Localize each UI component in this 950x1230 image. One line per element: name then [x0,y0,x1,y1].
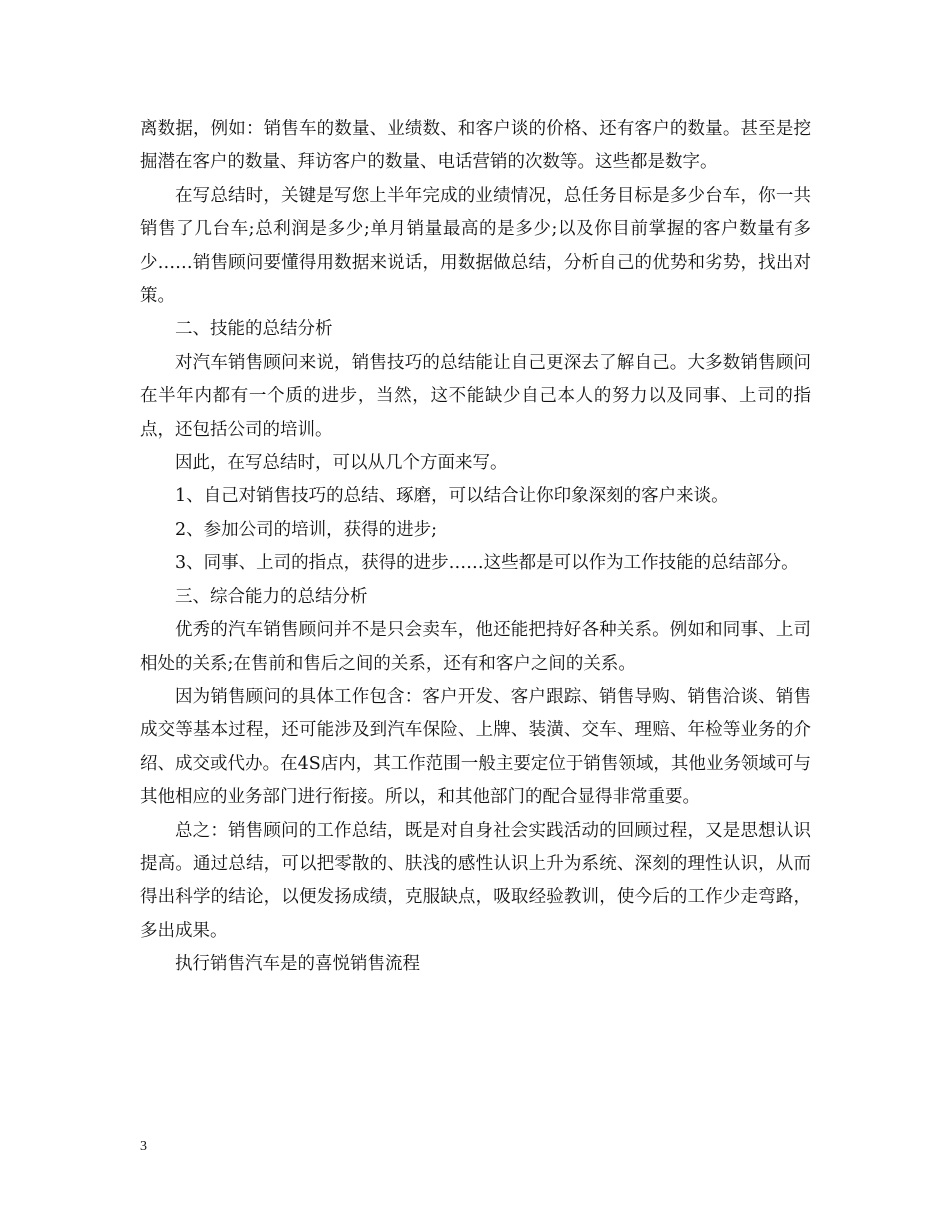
page-number: 3 [140,1139,147,1154]
paragraph-summary-guidance: 在写总结时，关键是写您上半年完成的业绩情况，总任务目标是多少台车，你一共销售了几台车;总利润是多少;单月销量最高的是多少;以及你目前掌握的客户数量有多少……销售顾问要懂得用数据来说话，用数据做总结，分析自己的优势和劣势，找出对策。 [140,185,811,307]
section-heading-abilities: 三、综合能力的总结分析 [175,586,368,607]
paragraph-skills-intro: 对汽车销售顾问来说，销售技巧的总结能让自己更深去了解自己。大多数销售顾问在半年内都有一个质的进步，当然，这不能缺少自己本人的努力以及同事、上司的指点，还包括公司的培训。 [140,352,811,440]
paragraph-next-heading: 执行销售汽车是的喜悦销售流程 [175,954,420,975]
list-item-3: 3、同事、上司的指点，获得的进步……这些都是可以作为工作技能的总结部分。 [175,553,799,574]
list-item-2: 2、参加公司的培训，获得的进步; [175,519,438,540]
paragraph-job-scope: 因为销售顾问的具体工作包含：客户开发、客户跟踪、销售导购、销售洽谈、销售成交等基本过程，还可能涉及到汽车保险、上牌、装潢、交车、理赔、年检等业务的介绍、成交或代办。在4S店内，其工作范围一般主要定位于销售领域，其他业务领域可与其他相应的业务部门进行衔接。所以，和其他部门的配合显得非常重要。 [140,686,811,808]
section-heading-skills: 二、技能的总结分析 [175,319,333,340]
document-body [140,113,811,982]
paragraph-conclusion: 总之：销售顾问的工作总结，既是对自身社会实践活动的回顾过程，又是思想认识提高。通过总结，可以把零散的、肤浅的感性认识上升为系统、深刻的理性认识，从而得出科学的结论，以便发扬成绩，克服缺点，吸取经验教训，使今后的工作少走弯路，多出成果。 [140,820,811,941]
paragraph-continuation: 离数据，例如：销售车的数量、业绩数、和客户谈的价格、还有客户的数量。甚至是挖掘潜在客户的数量、拜访客户的数量、电话营销的次数等。这些都是数字。 [140,119,811,173]
paragraph-relationships: 优秀的汽车销售顾问并不是只会卖车，他还能把持好各种关系。例如和同事、上司相处的关系;在售前和售后之间的关系，还有和客户之间的关系。 [140,620,811,674]
list-item-1: 1、自己对销售技巧的总结、琢磨，可以结合让你印象深刻的客户来谈。 [175,486,729,507]
paragraph-aspects-intro: 因此，在写总结时，可以从几个方面来写。 [175,453,508,474]
